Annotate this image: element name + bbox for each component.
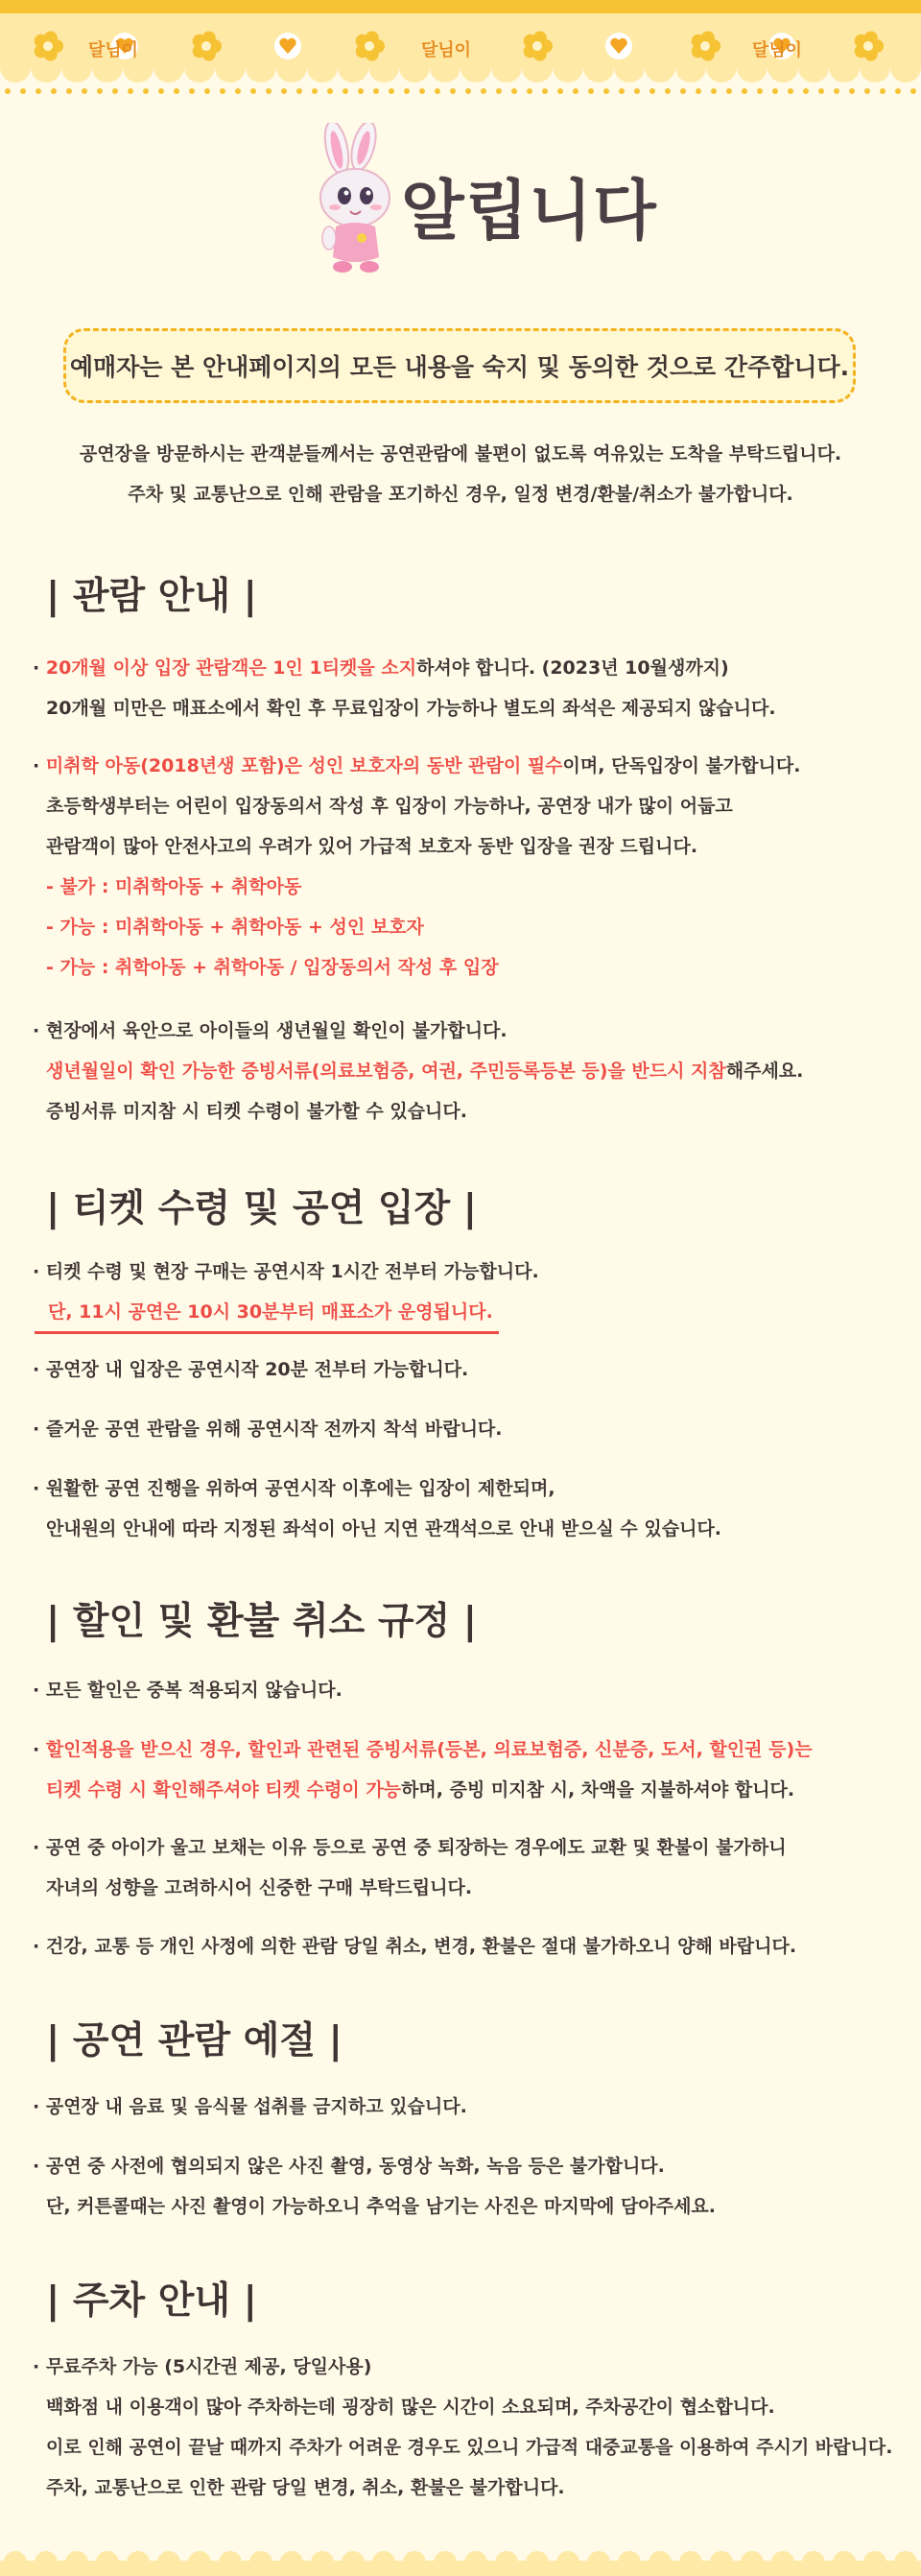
viewing-bullet-3: · 현장에서 육안으로 아이들의 생년월일 확인이 불가합니다. 생년월일이 확인 가능한 증빙서류(의료보험증, 여권, 주민등록등본 등)을 반드시 지참해주세요. 증빙서류 미지참 시 티켓 수령이 불가할 수 있습니다. xyxy=(33,1020,804,1122)
heart-icon xyxy=(274,33,301,60)
section-title-parking: | 주차 안내 | xyxy=(46,2279,257,2323)
top-scalloped-border xyxy=(0,0,921,106)
viewing-bullet-2: · 미취학 아동(2018년생 포함)은 성인 보호자의 동반 관람이 필수이며, 단독입장이 불가합니다. 초등학생부터는 어린이 입장동의서 작성 후 입장이 가능하나, 공연장 내가 많이 어둡고 관람객이 많아 안전사고의 우려가 있어 가급적 보호자 동반 입장을 권장 드립니다. - 불가 : 미취학아동 + 취학아동 - 가능 : 미취학아동 + 취학아동 + 성인 보호자 - 가능 : 취학아동 + 취학아동 / 입장동의서 작성 후 입장 xyxy=(33,755,801,978)
page-title: 알립니다 xyxy=(401,174,657,250)
highlight-text: 20개월 이상 입장 관람객은 1인 1티켓을 소지 xyxy=(45,657,417,679)
highlight-text: 티켓 수령 시 확인해주셔야 티켓 수령이 가능 xyxy=(46,1779,402,1801)
etiquette-bullet-1: · 공연장 내 음료 및 음식물 섭취를 금지하고 있습니다. xyxy=(33,2096,467,2117)
intro-line: 공연장을 방문하시는 관객분들께서는 공연관람에 불편이 없도록 여유있는 도착을 부탁드립니다. xyxy=(79,443,842,465)
logo-text: 달님이 xyxy=(87,40,139,60)
highlight-text: 미취학 아동(2018년생 포함)은 성인 보호자의 동반 관람이 필수 xyxy=(45,755,563,776)
section-title-refund: | 할인 및 환불 취소 규정 | xyxy=(46,1600,478,1643)
ticket-bullet-4: · 원활한 공연 진행을 위하여 공연시작 이후에는 입장이 제한되며, 안내원의 안내에 따라 지정된 좌석이 아닌 지연 관객석으로 안내 받으실 수 있습니다. xyxy=(33,1478,722,1539)
title-area xyxy=(0,123,921,276)
section-title-ticket: | 티켓 수령 및 공연 입장 | xyxy=(46,1187,478,1230)
logo-text: 달님이 xyxy=(420,40,472,60)
logo-text: 달님이 xyxy=(751,40,803,60)
intro-text xyxy=(0,434,921,514)
parking-bullet-1: · 무료주차 가능 (5시간권 제공, 당일사용) 백화점 내 이용객이 많아 주차하는데 굉장히 많은 시간이 소요되며, 주차공간이 협소합니다. 이로 인해 공연이 끝날 때까지 주차가 어려운 경우도 있으니 가급적 대중교통을 이용하여 주시기 바랍니다. 주차, 교통난으로 인한 관람 당일 변경, 취소, 환불은 불가합니다. xyxy=(33,2356,893,2498)
ticket-bullet-3: · 즐거운 공연 관람을 위해 공연시작 전까지 착석 바랍니다. xyxy=(33,1419,503,1440)
section-title-viewing: | 관람 안내 | xyxy=(46,575,257,618)
highlight-underlined-text: 단, 11시 공연은 10시 30분부터 매표소가 운영됩니다. xyxy=(35,1295,499,1334)
bottom-scalloped-border xyxy=(0,2551,921,2576)
ticket-bullet-1: · 티켓 수령 및 현장 구매는 공연시작 1시간 전부터 가능합니다. 단, 11시 공연은 10시 30분부터 매표소가 운영됩니다. xyxy=(33,1252,896,1334)
refund-bullet-4: · 건강, 교통 등 개인 사정에 의한 관람 당일 취소, 변경, 환불은 절대 불가하오니 양해 바랍니다. xyxy=(33,1936,797,1957)
agreement-notice: 예매자는 본 안내페이지의 모든 내용을 숙지 및 동의한 것으로 간주합니다. xyxy=(63,328,856,403)
refund-bullet-1: · 모든 할인은 중복 적용되지 않습니다. xyxy=(33,1680,342,1701)
heart-icon xyxy=(605,33,632,60)
highlight-text: 할인적용을 받으신 경우, 할인과 관련된 증빙서류(등본, 의료보험증, 신분증, 도서, 할인권 등)는 xyxy=(45,1739,813,1760)
etiquette-bullet-2: · 공연 중 사전에 협의되지 않은 사진 촬영, 동영상 녹화, 녹음 등은 불가합니다. 단, 커튼콜때는 사진 촬영이 가능하오니 추억을 남기는 사진은 마지막에 담아주세요. xyxy=(33,2156,717,2217)
highlight-text: 생년월일이 확인 가능한 증빙서류(의료보험증, 여권, 주민등록등본 등)을 반드시 지참 xyxy=(46,1061,726,1082)
intro-line: 주차 및 교통난으로 인해 관람을 포기하신 경우, 일정 변경/환불/취소가 불가합니다. xyxy=(128,484,793,505)
ticket-bullet-2: · 공연장 내 입장은 공연시작 20분 전부터 가능합니다. xyxy=(33,1359,469,1380)
viewing-bullet-1: · 20개월 이상 입장 관람객은 1인 1티켓을 소지하셔야 합니다. (2023년 10월생까지) 20개월 미만은 매표소에서 확인 후 무료입장이 가능하나 별도의 좌석은 제공되지 않습니다. xyxy=(33,657,776,719)
bunny-mascot-icon xyxy=(302,123,408,276)
section-title-etiquette: | 공연 관람 예절 | xyxy=(46,2019,342,2063)
refund-bullet-3: · 공연 중 아이가 울고 보채는 이유 등으로 공연 중 퇴장하는 경우에도 교환 및 환불이 불가하니 자녀의 성향을 고려하시어 신중한 구매 부탁드립니다. xyxy=(33,1837,787,1898)
refund-bullet-2: · 할인적용을 받으신 경우, 할인과 관련된 증빙서류(등본, 의료보험증, 신분증, 도서, 할인권 등)는 티켓 수령 시 확인해주셔야 티켓 수령이 가능하며, 증빙 미지참 시, 차액을 지불하셔야 합니다. xyxy=(33,1739,813,1801)
